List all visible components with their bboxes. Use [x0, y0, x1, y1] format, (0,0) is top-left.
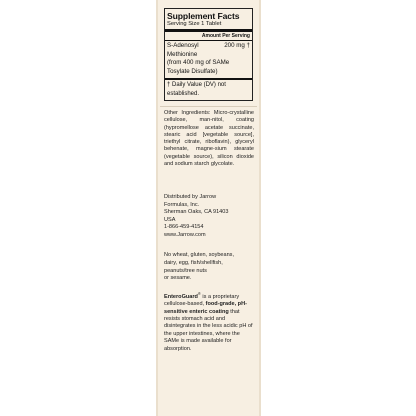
- enteroguard-text-a: is a proprietary cellulose-based,: [164, 293, 240, 308]
- amount-per-serving-header: Amount Per Serving: [165, 32, 252, 41]
- label-edge-right: [259, 0, 261, 416]
- distributor-website: www.Jarrow.com: [164, 231, 206, 238]
- enteroguard-text-b: that resists stomach acid and disintegrates in the less acidic pH of the upper intestines, where the SAMe is made available for absorption.: [164, 308, 253, 352]
- allergen-line4: or sesame.: [164, 275, 192, 282]
- footnote-line2: established.: [167, 90, 200, 97]
- allergen-line1: No wheat, gluten, soybeans,: [164, 252, 234, 258]
- divider: [160, 106, 257, 107]
- nutrient-source-line2: Tosylate Disulfate): [167, 67, 218, 75]
- distributor-info: [164, 194, 254, 240]
- distributor-country: USA: [164, 216, 176, 223]
- daily-value-footnote: [165, 80, 252, 100]
- nutrient-amount: 200 mg †: [224, 42, 250, 49]
- nutrient-row: [165, 41, 252, 80]
- distributor-line1: Distributed by Jarrow: [164, 194, 217, 200]
- supplement-facts-box: [164, 8, 253, 101]
- distributor-line2: Formulas, Inc.: [164, 201, 200, 208]
- enteroguard-highlight: food-grade, pH-sensitive enteric coating: [164, 301, 247, 315]
- distributor-address: Sherman Oaks, CA 91403: [164, 209, 229, 216]
- allergen-line3: peanuts/tree nuts: [164, 267, 207, 274]
- allergen-statement: [164, 252, 254, 283]
- serving-size: Serving Size 1 Tablet: [165, 21, 252, 32]
- other-ingredients: Other Ingredients: Micro-crystalline cellulose, man-nitol, coating (hypromellose acetate succinate, stearic acid [vegetable source], triethyl citrate, riboflavin), glyceryl behenate, magne-sium stearate (vegetable source), silicon dioxide and sodium starch glycolate.: [164, 110, 254, 168]
- distributor-phone: 1-866-459-4154: [164, 224, 204, 231]
- registered-mark: ®: [197, 291, 201, 296]
- nutrient-source-line1: (from 400 mg of SAMe: [167, 59, 230, 67]
- enteroguard-brand: EnteroGuard: [164, 293, 198, 300]
- enteroguard-description: [164, 290, 254, 353]
- nutrient-name-line2: Methionine: [167, 50, 198, 58]
- nutrient-name: S-Adenosyl: [167, 42, 199, 49]
- facts-title: Supplement Facts: [167, 11, 240, 21]
- footnote-line1: † Daily Value (DV) not: [167, 82, 226, 89]
- allergen-line2: dairy, egg, fish/shellfish,: [164, 259, 223, 266]
